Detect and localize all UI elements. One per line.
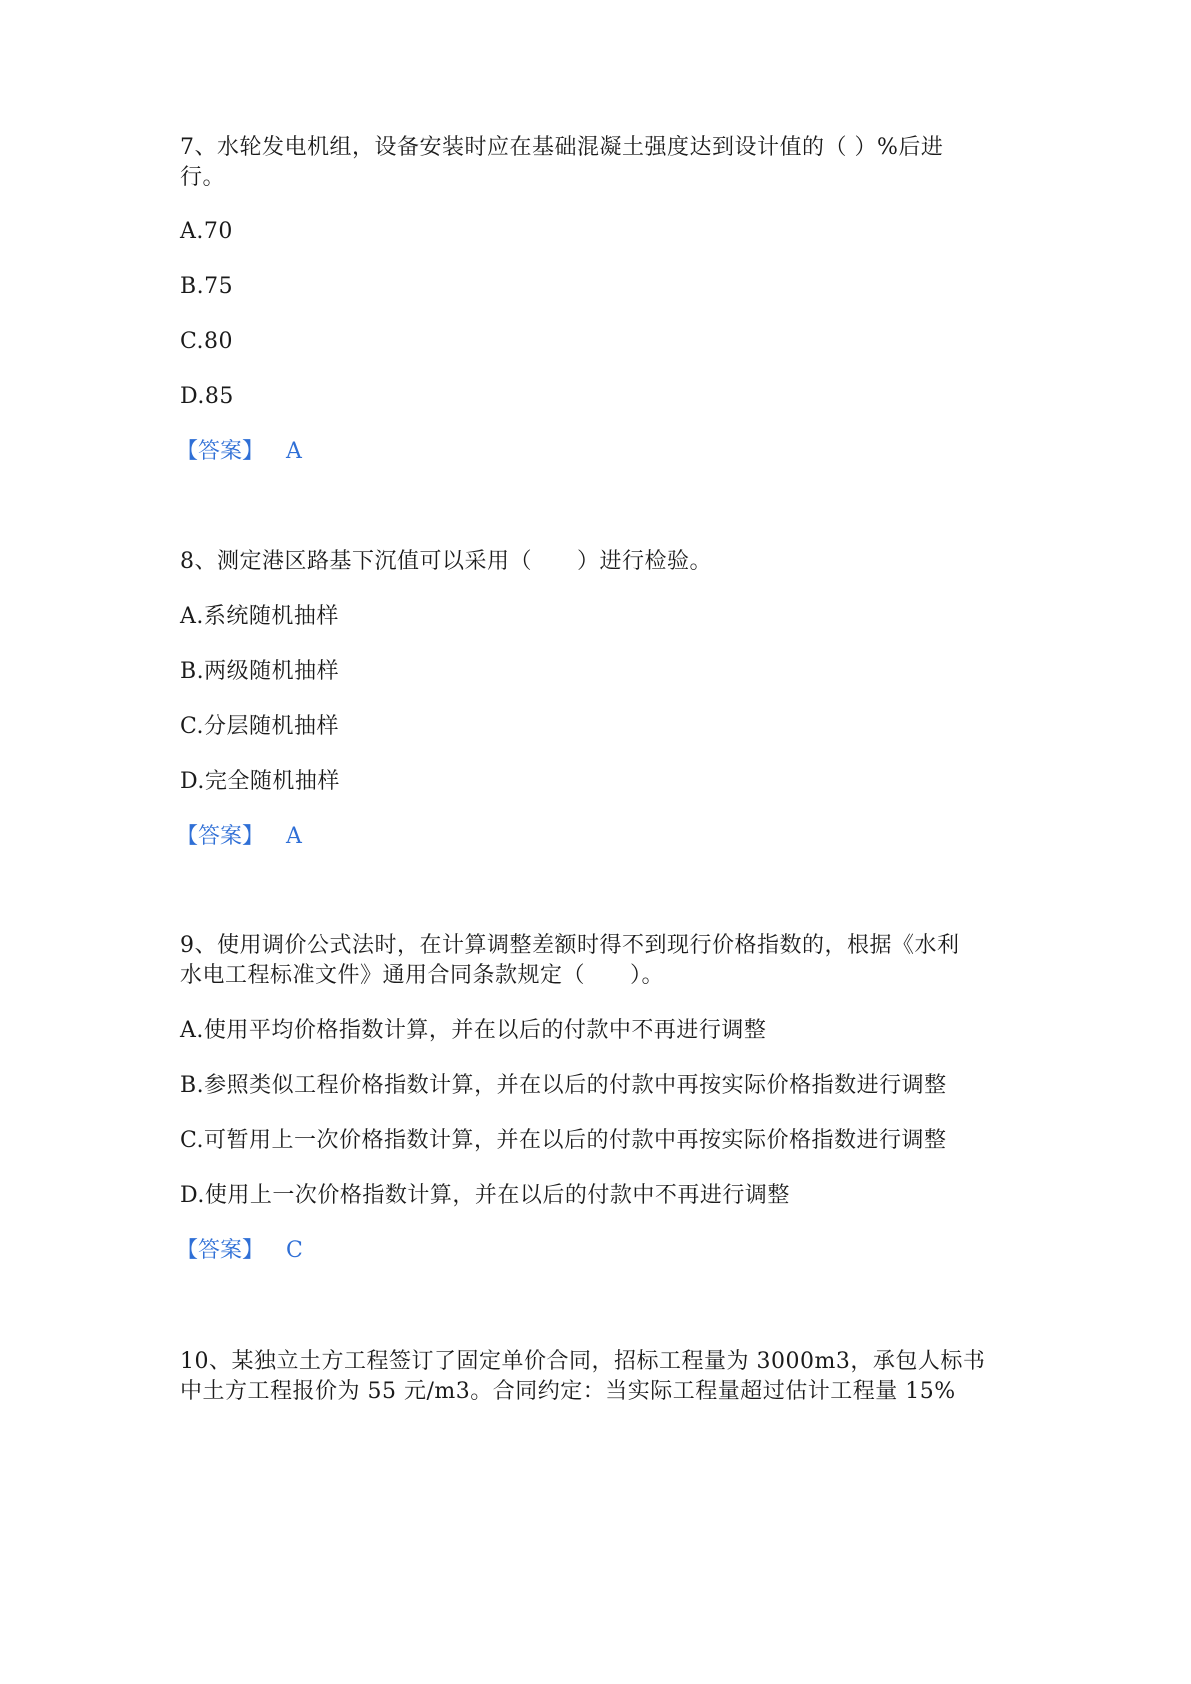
- answer-label: 【答案】: [176, 439, 265, 464]
- question-9-option-b: B.参照类似工程价格指数计算，并在以后的付款中再按实际价格指数进行调整: [180, 1073, 947, 1098]
- question-10-stem-line-2: 中土方工程报价为 55 元/m3。合同约定：当实际工程量超过估计工程量 15%: [180, 1379, 956, 1404]
- question-9-option-a: A.使用平均价格指数计算，并在以后的付款中不再进行调整: [180, 1018, 767, 1043]
- question-7-stem-line-1: 7、水轮发电机组，设备安装时应在基础混凝土强度达到设计值的（ ）%后进: [180, 135, 944, 160]
- question-9-stem-line-2: 水电工程标准文件》通用合同条款规定（ ）。: [180, 963, 665, 988]
- question-7-stem-line-2: 行。: [180, 165, 226, 190]
- question-8-stem-line-1: 8、测定港区路基下沉值可以采用（ ）进行检验。: [180, 549, 712, 574]
- answer-label: 【答案】: [176, 824, 265, 849]
- question-8-answer: [176, 821, 302, 853]
- question-7-option-d: D.85: [180, 384, 234, 409]
- question-9-answer: [176, 1235, 303, 1267]
- question-9-stem-line-1: 9、使用调价公式法时，在计算调整差额时得不到现行价格指数的，根据《水利: [180, 933, 960, 958]
- answer-value: A: [286, 439, 302, 464]
- question-9-option-d: D.使用上一次价格指数计算，并在以后的付款中不再进行调整: [180, 1183, 790, 1208]
- question-8-option-d: D.完全随机抽样: [180, 769, 340, 794]
- question-7-option-b: B.75: [180, 274, 234, 299]
- question-8-option-a: A.系统随机抽样: [180, 604, 339, 629]
- question-8-option-c: C.分层随机抽样: [180, 714, 340, 739]
- question-10-stem-line-1: 10、某独立土方工程签订了固定单价合同，招标工程量为 3000m3，承包人标书: [180, 1349, 986, 1374]
- question-9-option-c: C.可暂用上一次价格指数计算，并在以后的付款中再按实际价格指数进行调整: [180, 1128, 947, 1153]
- question-7-answer: [176, 436, 302, 468]
- question-8-option-b: B.两级随机抽样: [180, 659, 340, 684]
- answer-label: 【答案】: [176, 1238, 265, 1263]
- answer-value: A: [286, 824, 302, 849]
- question-7-option-c: C.80: [180, 329, 234, 354]
- question-7-option-a: A.70: [180, 219, 233, 244]
- answer-value: C: [286, 1238, 303, 1263]
